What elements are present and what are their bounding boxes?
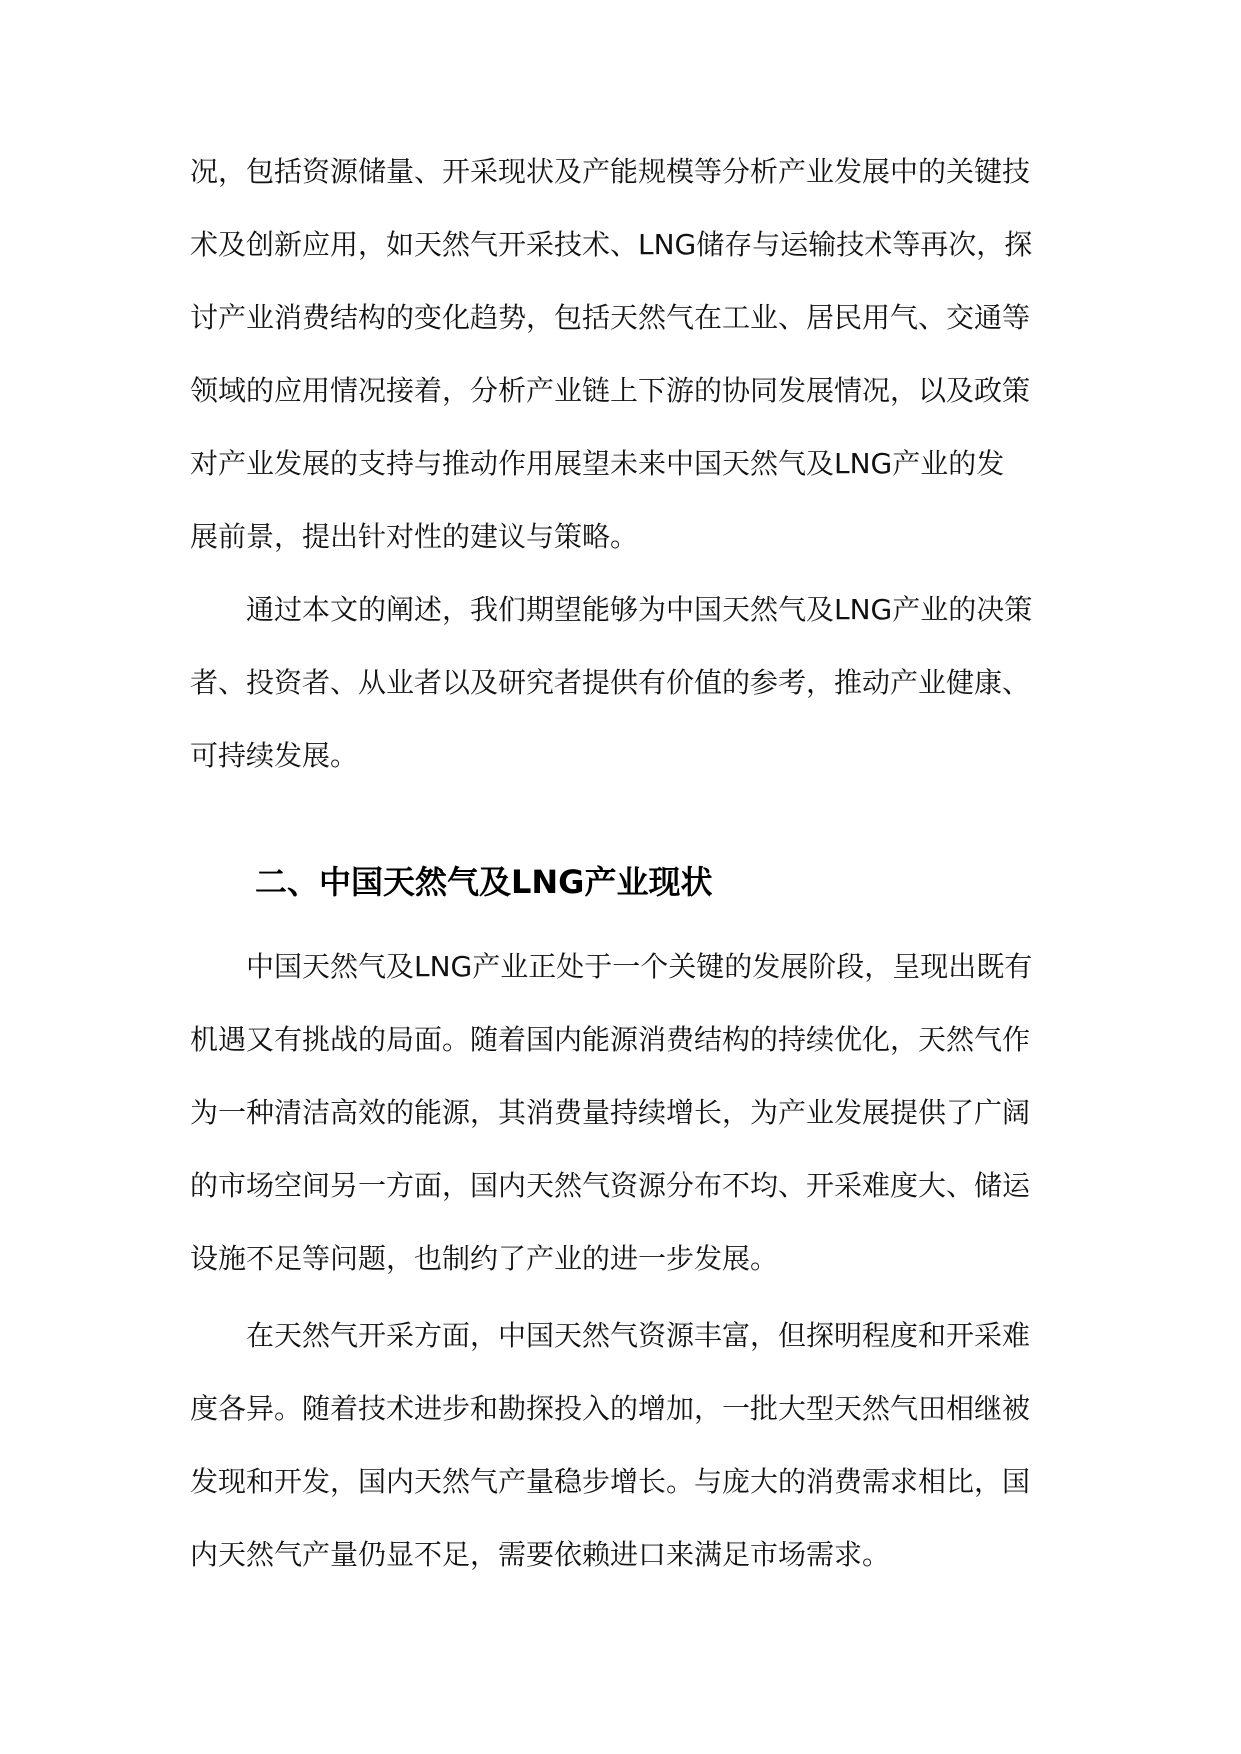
section-para1-line-4: 的市场空间另一方面，国内天然气资源分布不均、开采难度大、储运	[190, 1169, 1031, 1202]
intro-line-5: 对产业发展的支持与推动作用展望未来中国天然气及LNG产业的发	[190, 447, 1005, 480]
section-para2-line-4: 内天然气产量仍显不足，需要依赖进口来满足市场需求。	[190, 1538, 891, 1571]
summary-line-1: 通过本文的阐述，我们期望能够为中国天然气及LNG产业的决策	[246, 593, 1033, 626]
section-para1-line-2: 机遇又有挑战的局面。随着国内能源消费结构的持续优化，天然气作	[190, 1023, 1031, 1056]
section-para2-line-1: 在天然气开采方面，中国天然气资源丰富，但探明程度和开采难	[246, 1319, 1031, 1352]
summary-line-2: 者、投资者、从业者以及研究者提供有价值的参考，推动产业健康、	[190, 666, 1031, 699]
section-para1-line-1: 中国天然气及LNG产业正处于一个关键的发展阶段，呈现出既有	[246, 950, 1033, 983]
section-para2-line-3: 发现和开发，国内天然气产量稳步增长。与庞大的消费需求相比，国	[190, 1465, 1031, 1498]
intro-line-1: 况，包括资源储量、开采现状及产能规模等分析产业发展中的关键技	[190, 155, 1031, 188]
intro-line-4: 领域的应用情况接着，分析产业链上下游的协同发展情况，以及政策	[190, 374, 1031, 407]
section-heading: 二、中国天然气及LNG产业现状	[255, 863, 713, 901]
intro-line-3: 讨产业消费结构的变化趋势，包括天然气在工业、居民用气、交通等	[190, 301, 1031, 334]
intro-line-2: 术及创新应用，如天然气开采技术、LNG储存与运输技术等再次，探	[190, 228, 1033, 261]
summary-line-3: 可持续发展。	[190, 739, 359, 772]
intro-line-6: 展前景，提出针对性的建议与策略。	[190, 520, 639, 553]
section-para2-line-2: 度各异。随着技术进步和勘探投入的增加，一批大型天然气田相继被	[190, 1392, 1031, 1425]
section-para1-line-5: 设施不足等问题，也制约了产业的进一步发展。	[190, 1242, 779, 1275]
section-para1-line-3: 为一种清洁高效的能源，其消费量持续增长，为产业发展提供了广阔	[190, 1096, 1031, 1129]
